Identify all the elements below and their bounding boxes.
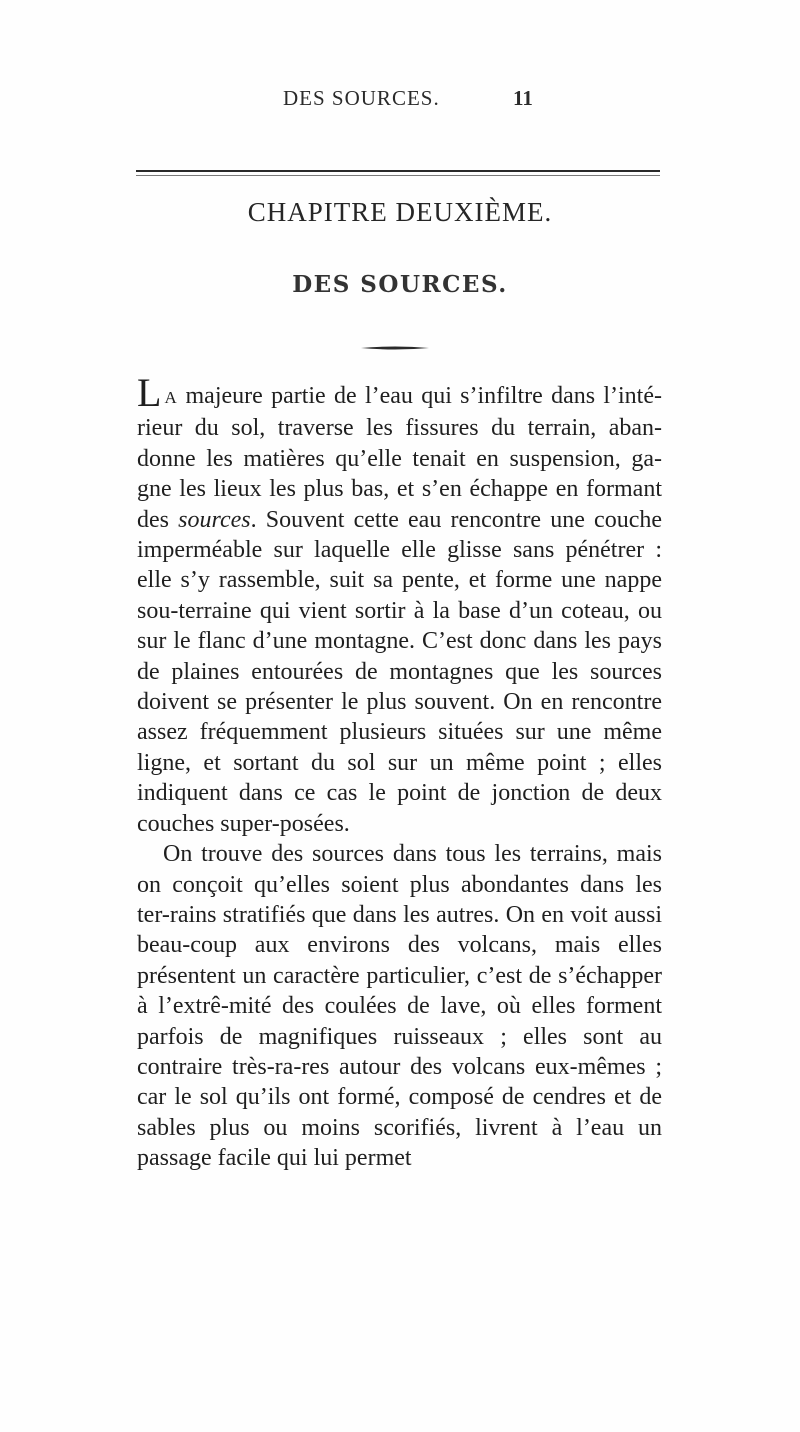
running-head xyxy=(0,86,800,114)
small-cap: A xyxy=(164,388,178,407)
paragraph-2: On trouve des sources dans tous les terrains, mais on conçoit qu’elles soient plus abondantes dans les ter-rains stratifiés que dans les autres. On en voit aussi beau-coup aux environs des volcans, mais elles présentent un caractère particulier, c’est de s’échapper à l’extrê-mité des coulées de lave, où elles forment parfois de magnifiques ruisseaux ; elles sont au contraire très-ra-res autour des volcans eux-mêmes ; car le sol qu’ils ont formé, composé de cendres et de sables plus ou moins scorifiés, livrent à l’eau un passage facile qui lui permet xyxy=(137,841,662,1172)
running-title: DES SOURCES. xyxy=(283,86,440,110)
paragraph-1 xyxy=(137,370,663,839)
paragraph-1-text-b: . Souvent cette eau rencontre une couche imperméable sur laquelle elle glisse sans pénétrer : elle s’y rassemble, suit sa pente, et forme une nappe sou-terraine qui vient sortir à la base d’un coteau, ou sur le flanc d’une montagne. C’est donc dans les pays de plaines entourées de montagnes que les sources doivent se présenter le plus souvent. On en rencontre assez fréquemment plusieurs situées sur une même ligne, et sortant du sol sur un même point ; elles indiquent dans ce cas le point de jonction de deux couches super-posées. xyxy=(137,506,663,837)
chapter-title: CHAPITRE DEUXIÈME. xyxy=(247,197,553,227)
page-number: 11 xyxy=(513,86,533,110)
drop-cap: L xyxy=(137,370,162,415)
italic-term: sources xyxy=(178,506,251,533)
section-title: DES SOURCES. xyxy=(292,271,508,298)
paragraph-1-text-a: majeure partie de l’eau qui s’infiltre dans l’inté-rieur du sol, traverse les fissures du terrain, aban-donne les matières qu’elle tenait en suspension, ga-gne les lieux les plus bas, et s’en échappe en formant des xyxy=(137,383,662,533)
body-text xyxy=(137,370,663,1174)
header-rule-thin xyxy=(136,175,660,176)
header-rule xyxy=(136,170,660,172)
ornament-rule xyxy=(361,346,429,350)
